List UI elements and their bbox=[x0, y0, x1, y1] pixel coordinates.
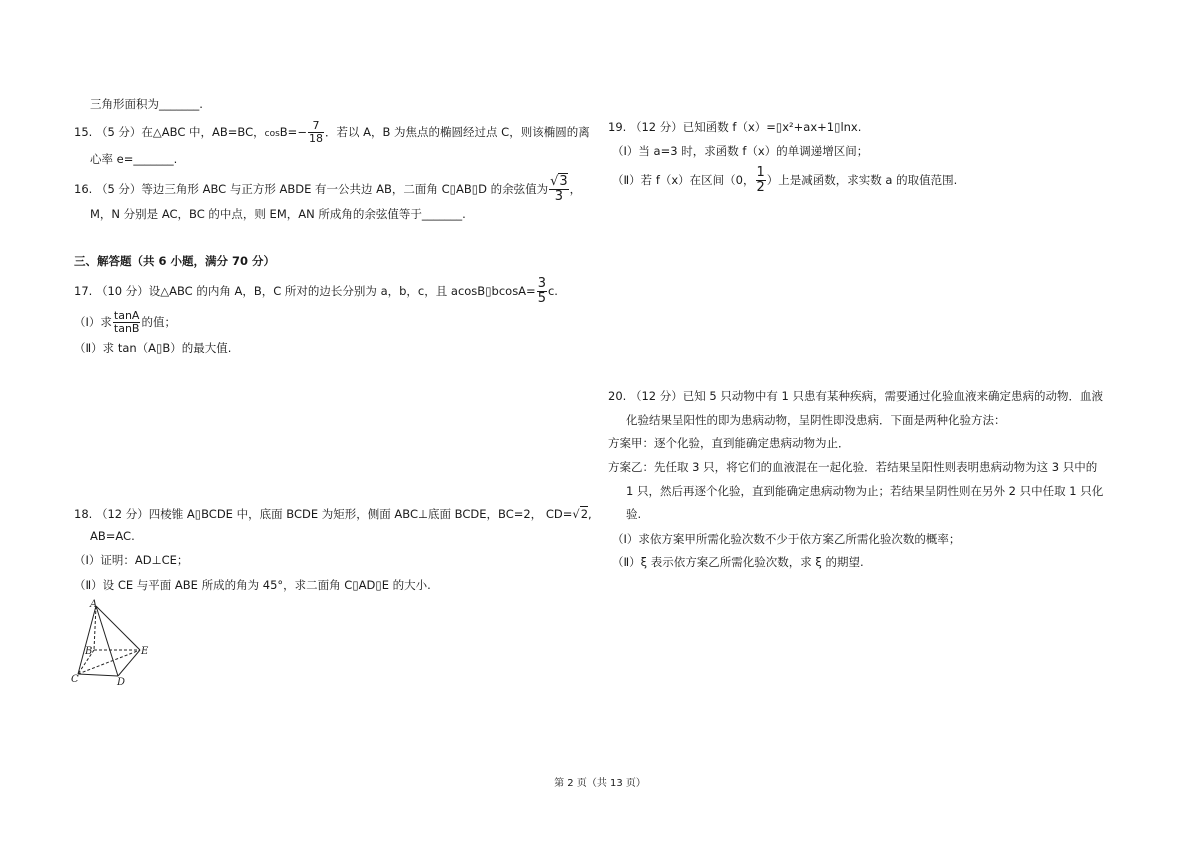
q14-tail: 三角形面积为_______. bbox=[90, 97, 203, 111]
q20-line2: 化验结果呈阳性的即为患病动物，呈阴性即没患病．下面是两种化验方法： bbox=[626, 413, 1006, 427]
q16-number: 16. bbox=[74, 182, 93, 196]
question-15: 15. （5 分）在△ABC 中，AB=BC，cosB=− $\frac{7}{18}$ ．若以 A，B 为焦点的椭圆经过点 C，则该椭圆的离 bbox=[74, 119, 590, 145]
q20-line5: 1 只，然后再逐个化验，直到能确定患病动物为止；若结果呈阴性则在另外 2 只中任取 1 只化 bbox=[626, 484, 1104, 498]
q19-fraction: $\frac{1}{2}$ bbox=[756, 165, 765, 195]
q18-line2: AB=AC. bbox=[90, 529, 135, 543]
q16-line2: M，N 分别是 AC，BC 的中点，则 EM，AN 所成角的余弦值等于_______. bbox=[90, 207, 466, 221]
q15-line2: 心率 e=_______. bbox=[90, 152, 178, 166]
question-20: 20. （12 分）已知 5 只动物中有 1 只患有某种疾病，需要通过化验血液来确定患病的动物．血液 bbox=[608, 389, 1103, 403]
q19-text-a: （12 分）已知函数 f（x）= bbox=[629, 120, 776, 134]
q17-number: 17. bbox=[74, 284, 93, 298]
q18-text-a: （12 分）四棱锥 A bbox=[95, 507, 195, 521]
q17-part1: （Ⅰ）求 $\frac{\tan A}{\tan B}$ 的值； bbox=[74, 309, 176, 335]
q20-part2: （Ⅱ）ξ 表示依方案乙所需化验次数，求 ξ 的期望. bbox=[612, 555, 864, 569]
q15-text-c: ．若以 A，B 为焦点的椭圆经过点 C，则该椭圆的离 bbox=[324, 125, 590, 139]
q16-text-a2: AB bbox=[455, 182, 472, 196]
fig-label-d: D bbox=[117, 677, 126, 688]
q15-number: 15. bbox=[74, 125, 93, 139]
q18-part1: （Ⅰ）证明：AD⊥CE； bbox=[74, 553, 189, 567]
q15-text-a: （5 分）在△ABC 中，AB=BC， bbox=[95, 125, 265, 139]
q15-fraction: $\frac{7}{18}$ bbox=[308, 119, 323, 145]
missing-glyph: ▯ bbox=[775, 120, 783, 134]
q15-cos: cos bbox=[264, 129, 280, 139]
q20-line3: 方案甲：逐个化验，直到能确定患病动物为止． bbox=[608, 436, 850, 450]
q17-text-a: （10 分）设△ABC 的内角 A，B，C 所对的边长分别为 a，b，c，且 acosB bbox=[95, 284, 486, 298]
fig-label-b: B bbox=[85, 646, 93, 657]
q15-text-b: B= bbox=[279, 125, 298, 139]
question-16: 16. （5 分）等边三角形 ABC 与正方形 ABDE 有一公共边 AB，二面角 C▯AB▯D 的余弦值为 $\frac{√3}{3}$ ， bbox=[74, 174, 582, 204]
q16-text-a3: D 的余弦值为 bbox=[478, 182, 549, 196]
q17-text-a3: c. bbox=[547, 284, 558, 298]
q20-line4: 方案乙：先任取 3 只，将它们的血液混在一起化验．若结果呈阳性则表明患病动物为这 3 只中的 bbox=[608, 460, 1098, 474]
q19-part2: （Ⅱ）若 f（x）在区间（0， $\frac{1}{2}$ ）上是减函数，求实数 a 的取值范围. bbox=[612, 165, 958, 195]
q18-text-a2: BCDE 中，底面 BCDE 为矩形，侧面 ABC⊥底面 BCDE，BC=2， bbox=[201, 507, 543, 521]
q18-number: 18. bbox=[74, 507, 93, 521]
pyramid-figure bbox=[70, 598, 160, 688]
q17-tan-fraction: $\frac{\tan A}{\tan B}$ bbox=[113, 309, 140, 335]
q17-text-a2: bcosA= bbox=[491, 284, 536, 298]
missing-glyph: ▯ bbox=[375, 578, 382, 592]
missing-glyph: ▯ bbox=[449, 182, 456, 196]
q20-number: 20. bbox=[608, 389, 627, 403]
q18-cd: CD= bbox=[545, 507, 573, 521]
q19-part1: （Ⅰ）当 a=3 时，求函数 f（x）的单调递增区间； bbox=[612, 144, 869, 158]
q20-part1: （Ⅰ）求依方案甲所需化验次数不少于依方案乙所需化验次数的概率； bbox=[612, 532, 961, 546]
missing-glyph: ▯ bbox=[471, 182, 479, 196]
question-19: 19. （12 分）已知函数 f（x）=▯x²+ax+1▯lnx. bbox=[608, 120, 862, 134]
question-17 bbox=[74, 277, 558, 306]
missing-glyph: ▯ bbox=[485, 284, 492, 298]
q20-line6: 验. bbox=[626, 507, 642, 521]
q16-text-a: （5 分）等边三角形 ABC 与正方形 ABDE 有一公共边 AB，二面角 C bbox=[95, 182, 450, 196]
q17-fraction: $\frac{3}{5}$ bbox=[537, 276, 546, 306]
q16-fraction: $\frac{√3}{3}$ bbox=[550, 174, 568, 204]
fig-label-c: C bbox=[71, 674, 79, 685]
section-3-heading: 三、解答题（共 6 小题，满分 70 分） bbox=[74, 254, 276, 268]
question-18: 18. （12 分）四棱锥 A▯BCDE 中，底面 BCDE 为矩形，侧面 ABC⊥底面 BCDE，BC=2， CD=√2, bbox=[74, 507, 592, 521]
missing-glyph: ▯ bbox=[834, 120, 841, 134]
q18-sqrt: √2 bbox=[572, 507, 589, 521]
missing-glyph: ▯ bbox=[352, 578, 359, 592]
q19-number: 19. bbox=[608, 120, 627, 134]
fig-label-e: E bbox=[141, 646, 149, 657]
q17-part2: （Ⅱ）求 tan（A▯B）的最大值. bbox=[74, 341, 232, 355]
page-footer: 第 2 页（共 13 页） bbox=[554, 778, 646, 789]
q18-part2: （Ⅱ）设 CE 与平面 ABE 所成的角为 45°，求二面角 C▯AD▯E 的大小. bbox=[74, 578, 431, 592]
missing-glyph: ▯ bbox=[194, 507, 202, 521]
missing-glyph: ▯ bbox=[156, 341, 163, 355]
fig-label-a: A bbox=[90, 599, 98, 610]
